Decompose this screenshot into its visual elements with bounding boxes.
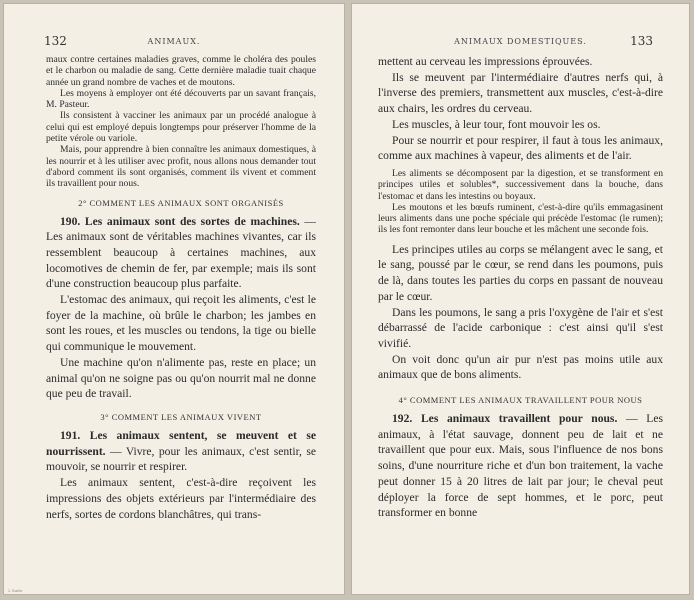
paragraph bbox=[46, 428, 316, 475]
section-heading: 2° COMMENT LES ANIMAUX SONT ORGANISÉS bbox=[78, 197, 284, 208]
paragraph: Pour se nourrir et pour respirer, il faut à tous les animaux, comme aux machines à vapeur, des aliments et de l'air. bbox=[378, 133, 663, 163]
left-text-body bbox=[46, 54, 316, 522]
paragraph: Une machine qu'on n'alimente pas, reste en place; un animal qu'on ne soigne pas ou qu'on nourrit mal ne donne que peu de travail. bbox=[46, 355, 316, 401]
paragraph: mettent au cerveau les impressions éprouvées. bbox=[378, 55, 593, 68]
paragraph: Dans les poumons, le sang a pris l'oxygène de l'air et s'est débarrassé de l'acide carbonique : c'est ainsi qu'il s'est vivifié. bbox=[378, 305, 663, 350]
left-page bbox=[4, 4, 344, 594]
left-header bbox=[4, 34, 344, 50]
article-text: — Les animaux, à l'état sauvage, donnent peu de lait et ne travaillent que pour eux. Mais, sous l'influence de nos bons soins, d'une nourriture riche et d'un bon traitement, la vache peut donner 15 à 20 litres de lait par jour; le cheval peut déployer la force de sept hommes, et le porc, peut transformer en bonne bbox=[378, 412, 663, 520]
article-heading: 191. Les animaux sentent, se meuvent et se nourrissent. bbox=[46, 429, 316, 458]
section-heading: 3° COMMENT LES ANIMAUX VIVENT bbox=[100, 412, 262, 422]
section-heading: 4° COMMENT LES ANIMAUX TRAVAILLENT POUR NOUS bbox=[398, 395, 643, 406]
article-heading: 192. Les animaux travaillent pour nous. bbox=[392, 412, 618, 426]
paragraph: Ils consistent à vacciner les animaux par un procédé analogue à celui qui est employé depuis longtemps pour préserver l'homme de la petite vérole ou variole. bbox=[46, 110, 316, 145]
paragraph: L'estomac des animaux, qui reçoit les aliments, c'est le foyer de la machine, où brûle le charbon; les jambes en sont les roues, et les muscles ou tendons, la tige ou bielle qui communique le mouvement. bbox=[46, 293, 316, 354]
page-number-right: 133 bbox=[630, 34, 653, 48]
running-title-right: ANIMAUX DOMESTIQUES. bbox=[454, 37, 587, 46]
right-header bbox=[352, 34, 689, 50]
paragraph: Les muscles, à leur tour, font mouvoir les os. bbox=[392, 117, 601, 131]
right-text-body bbox=[378, 54, 663, 521]
paragraph: Les principes utiles au corps se mélangent avec le sang, et le sang, poussé par le cœur, se rend dans les poumons, puis de là, dans toutes les parties du corps en passant de nouveau par le cœur. bbox=[378, 242, 663, 303]
footer-mark: 2 Suite bbox=[8, 588, 23, 593]
paragraph: Les moyens à employer ont été découverts par un savant français, M. Pasteur. bbox=[46, 87, 316, 111]
paragraph: Les moutons et les bœufs ruminent, c'est-à-dire qu'ils emmagasinent leurs aliments dans une poche spéciale qui précède l'estomac (le rumen); ils les font remonter dans leur bouche et les mâchent une seconde fois. bbox=[378, 201, 663, 236]
page-number-left: 132 bbox=[44, 34, 67, 48]
article-heading: 190. Les animaux sont des sortes de machines. bbox=[60, 214, 300, 228]
paragraph: maux contre certaines maladies graves, comme le choléra des poules et le charbon ou maladie de sang. Cette dernière maladie tuait chaque année un grand nombre de vaches et de moutons. bbox=[46, 54, 316, 88]
paragraph bbox=[46, 214, 316, 293]
running-title-left: ANIMAUX. bbox=[147, 37, 201, 46]
paragraph: Les animaux sentent, c'est-à-dire reçoivent les impressions des objets extérieurs par l'intermédiaire des nerfs, sortes de cordons blanchâtres, qui trans- bbox=[46, 476, 316, 521]
article-text: — Les animaux sont de véritables machines vivantes, car ils ressemblent beaucoup à certaines machines, aux locomotives de chemin de fer, par exemple; mais ils sont d'une construction beaucoup plus parfaite. bbox=[46, 214, 316, 291]
paragraph: Mais, pour apprendre à bien connaître les animaux domestiques, à les nourrir et à les utiliser avec profit, nous allons nous demander tout d'abord comment ils sont organisés, comment ils vivent et comment ils travaillent pour nous. bbox=[46, 144, 316, 190]
paragraph bbox=[378, 411, 663, 521]
article-text: — Vivre, pour les animaux, c'est sentir, se mouvoir, se nourrir et respirer. bbox=[46, 444, 316, 474]
paragraph: On voit donc qu'un air pur n'est pas moins utile aux animaux que de bons aliments. bbox=[378, 352, 663, 382]
paragraph: Ils se meuvent par l'intermédiaire d'autres nerfs qui, à l'inverse des premiers, transmettent aux muscles, c'est-à-dire aux chairs, les ordres du cerveau. bbox=[378, 70, 663, 116]
paragraph: Les aliments se décomposent par la digestion, et se transforment en principes utiles et solubles*, successivement dans la bouche, dans l'estomac et dans les intestins ou boyaux. bbox=[378, 167, 663, 202]
right-page bbox=[352, 4, 689, 594]
